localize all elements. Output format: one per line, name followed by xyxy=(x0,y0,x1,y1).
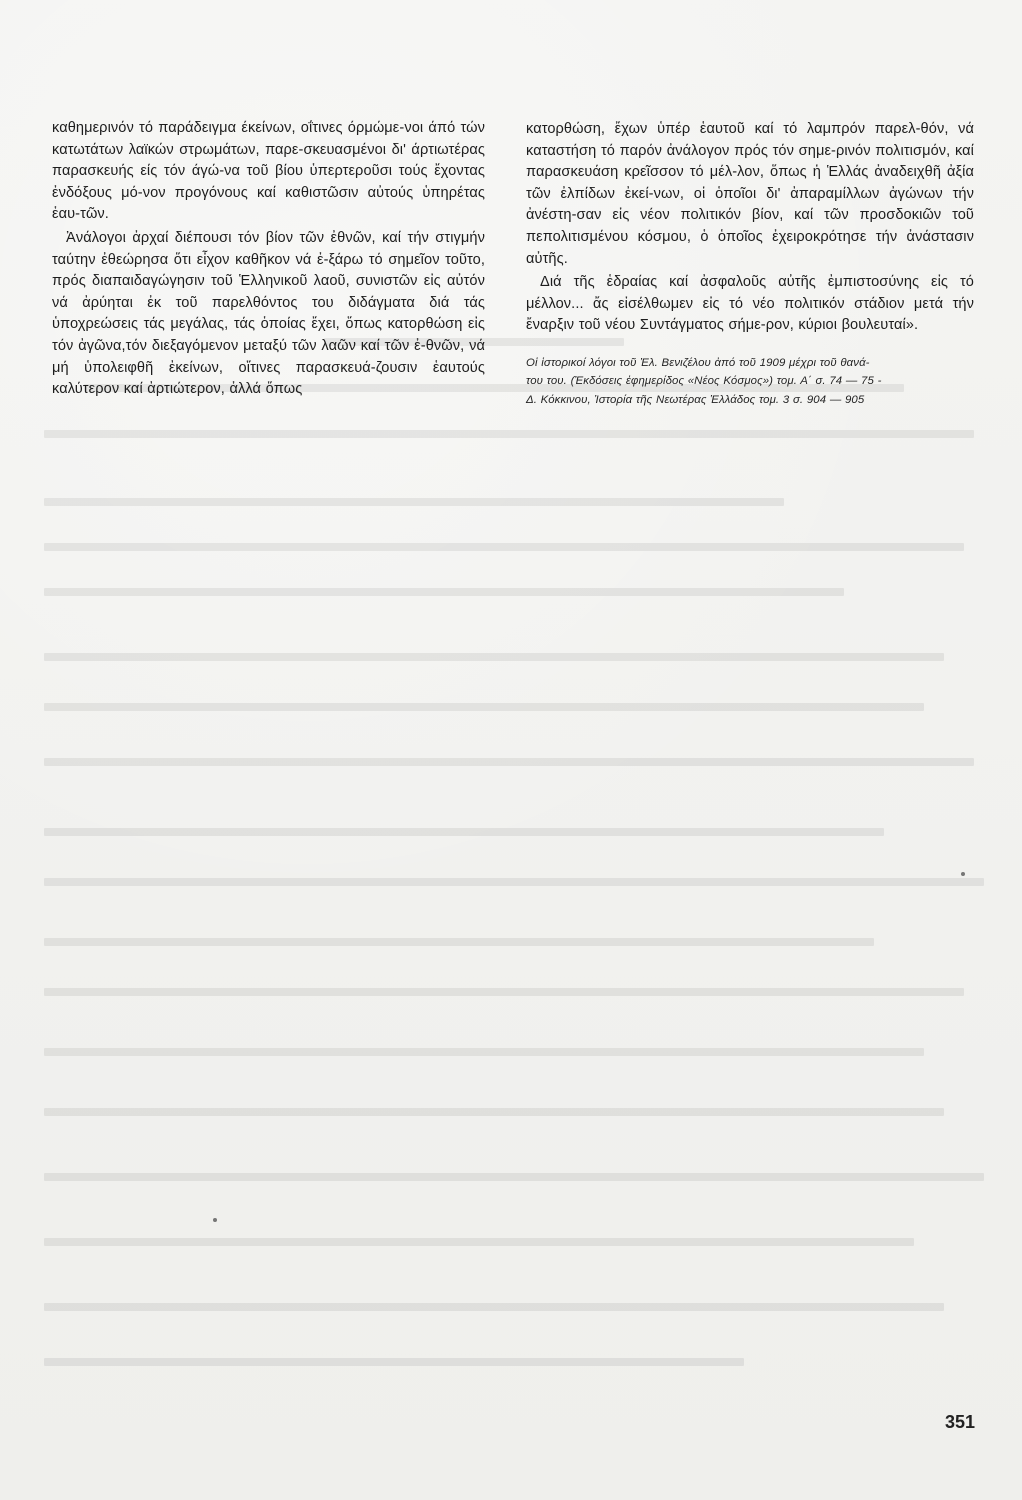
right-paragraph-1: κατορθώση, ἔχων ὑπέρ ἑαυτοῦ καί τό λαμπρόν παρελ-θόν, νά καταστήση τό παρόν ἀνάλογον πρός τόν σημε-ρινόν πολιτισμόν, καί παρασκευάση κρεῖσσον τό μέλ-λον, ὅπως ἡ Ἑλλάς ἀναδειχθῆ ἀξία τῶν ἐλπίδων ἐκεί-νων, οἱ ὁποῖοι δι' ἀπαραμίλλων ἀγώνων τήν ἀνέστη-σαν εἰς νέον πολιτικόν βίον, καί τῶν προσδοκιῶν τοῦ πεπολιτισμένου κόσμου, ὁ ὁποῖος ἐχειροκρότησε τήν ἀνάστασιν αὐτῆς. xyxy=(526,121,974,267)
page-number: 351 xyxy=(944,1412,975,1432)
right-column xyxy=(526,119,974,409)
source-citation xyxy=(526,354,974,410)
scan-speck xyxy=(213,1218,217,1222)
source-line-1: Οἱ ἱστορικοί λόγοι τοῦ Ἐλ. Βενιζέλου ἀπό τοῦ 1909 μέχρι τοῦ θανά- xyxy=(526,356,870,369)
bleed-through-text xyxy=(24,338,998,1408)
left-column xyxy=(52,118,485,401)
scan-speck xyxy=(961,872,965,876)
left-paragraph-1: καθημερινόν τό παράδειγμα έκείνων, οΐτινες όρμώμε-νοι άπό τών κατωτάτων λαϊκών στρωμάτων, παρε-σκευασμένοι δι' άρτιωτέρας παρασκευής είς τόν άγώ-να τοῦ βίου ὑπερτεροῦσι τούς ἔχοντας ἐνδόξους μό-νον προγόνους καί καθιστῶσιν αὐτούς ὑπηρέτας ἑαυ-τῶν. xyxy=(52,120,485,223)
source-line-2: του του. (Ἐκδόσεις ἐφημερίδος «Νέος Κόσμος») τομ. Α΄ σ. 74 — 75 - xyxy=(526,375,882,388)
source-line-3: Δ. Κόκκινου, Ἱστορία τῆς Νεωτέρας Ἑλλάδος τομ. 3 σ. 904 — 905 xyxy=(526,393,865,406)
right-paragraph-2: Διά τῆς ἑδραίας καί ἀσφαλοῦς αὐτῆς ἐμπιστοσύνης εἰς τό μέλλον... ἄς εἰσέλθωμεν εἰς τό νέο πολιτικόν στάδιον μετά τήν ἔναρξιν τοῦ νέου Συντάγματος σήμε-ρον, κύριοι βουλευταί». xyxy=(526,274,974,334)
left-paragraph-2: Ἀνάλογοι ἀρχαί διέπουσι τόν βίον τῶν ἐθνῶν, καί τήν στιγμήν ταύτην ἐθεώρησα ὅτι εἶχον καθῆκον νά ἐ-ξάρω τό σημεῖον τοῦτο, πρός διαπαιδαγώγησιν τοῦ Ἑλληνικοῦ λαοῦ, συνιστῶν εἰς αὐτόν νά ἀρύηται ἐκ τοῦ παρελθόντος του διδάγματα διά τάς ὑποχρεώσεις τάς μεγάλας, τάς ὁποίας ἔχει, ὅπως κατορθώση εἰς τόν ἀγῶνα,τόν διεξαγόμενον μεταξύ τῶν λαῶν καί τῶν ἐ-θνῶν, νά μή ὑπολειφθῆ ἐκείνων, οἵτινες παρασκευά-ζουσιν ἑαυτούς καλύτερον καί ἀρτιώτερον, ἀλλά ὅπως xyxy=(52,229,485,398)
